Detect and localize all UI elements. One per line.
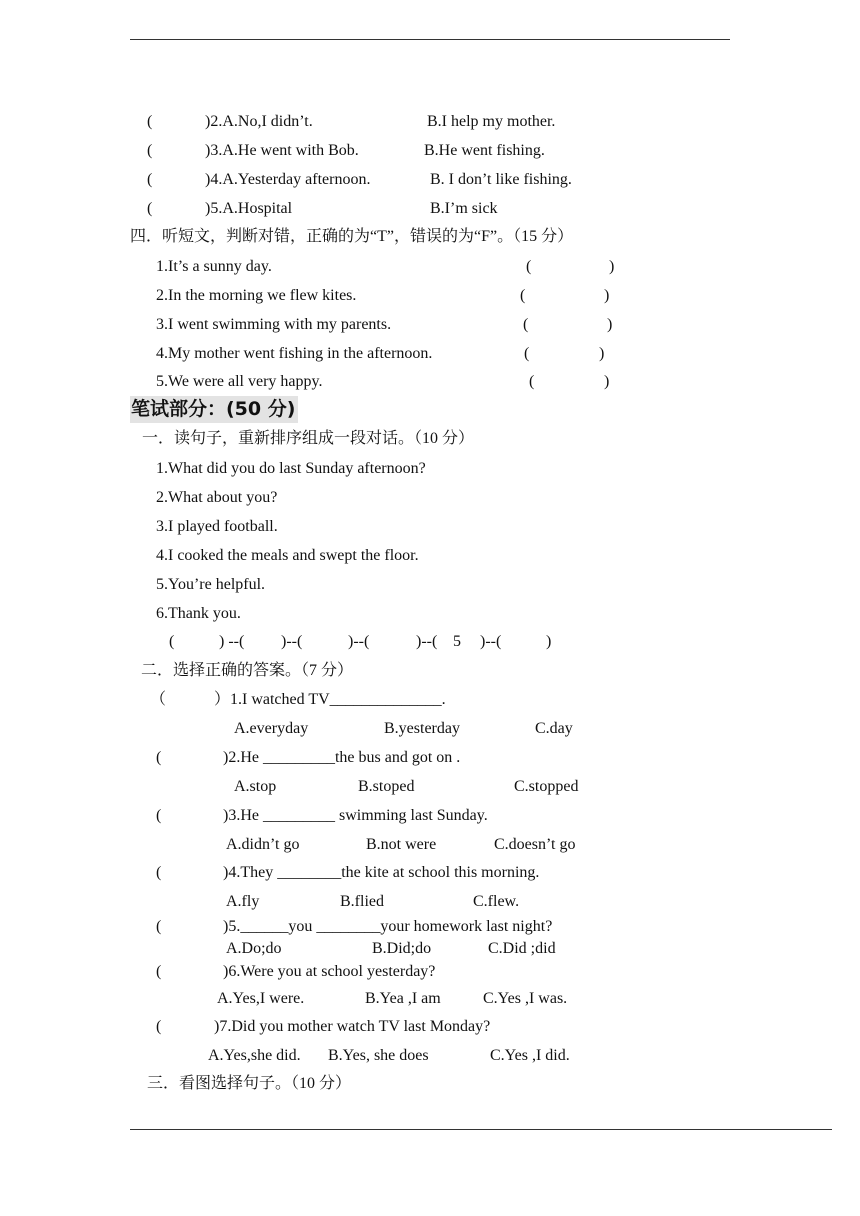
order-paren: )--( — [480, 633, 502, 650]
mc-option-c: C.doesn’t go — [494, 836, 576, 853]
question-option-a: )2.A.No,I didn’t. — [205, 113, 313, 130]
mc-stem: ）1.I watched TV______________. — [214, 691, 446, 708]
tf-close-paren: ) — [604, 287, 610, 304]
tf-close-paren: ) — [599, 345, 605, 362]
mc-option-a: A.Yes,she did. — [208, 1047, 301, 1064]
order-paren: ) --( — [219, 633, 245, 650]
mc-open-paren: ( — [156, 807, 162, 824]
tf-open-paren: ( — [520, 287, 526, 304]
mc-stem: )7.Did you mother watch TV last Monday? — [214, 1018, 491, 1035]
mc-option-a: A.fly — [226, 893, 260, 910]
dialogue-sentence-4: 4.I cooked the meals and swept the floor. — [156, 547, 419, 564]
mc-option-b: B.flied — [340, 893, 384, 910]
dialogue-sentence-5: 5.You’re helpful. — [156, 576, 266, 593]
question-option-a: )5.A.Hospital — [205, 200, 293, 217]
question-option-b: B.He went fishing. — [424, 142, 545, 159]
answer-paren: ( — [147, 142, 153, 159]
mc-option-a: A.Yes,I were. — [217, 990, 305, 1007]
part-2-title: 二．选择正确的答案。（7 分） — [141, 662, 354, 679]
mc-option-c: C.Yes ,I did. — [490, 1047, 570, 1064]
mc-open-paren: （ — [150, 691, 167, 708]
order-paren: ) — [546, 633, 552, 650]
mc-option-b: B.Yea ,I am — [365, 990, 441, 1007]
tf-statement: 5.We were all very happy. — [156, 373, 323, 390]
dialogue-sentence-6: 6.Thank you. — [156, 605, 241, 622]
mc-option-c: C.day — [535, 720, 573, 737]
mc-stem: )6.Were you at school yesterday? — [223, 963, 436, 980]
mc-option-c: C.Yes ,I was. — [483, 990, 568, 1007]
mc-open-paren: ( — [156, 963, 162, 980]
mc-option-b: B.not were — [366, 836, 437, 853]
dialogue-sentence-2: 2.What about you? — [156, 489, 278, 506]
order-paren: )--( — [348, 633, 370, 650]
answer-paren: ( — [147, 171, 153, 188]
tf-open-paren: ( — [523, 316, 529, 333]
mc-option-a: A.Do;do — [226, 940, 282, 957]
tf-open-paren: ( — [524, 345, 530, 362]
tf-statement: 3.I went swimming with my parents. — [156, 316, 392, 333]
mc-option-c: C.Did ;did — [488, 940, 556, 957]
order-paren: ( — [169, 633, 175, 650]
tf-open-paren: ( — [526, 258, 532, 275]
tf-close-paren: ) — [604, 373, 610, 390]
mc-option-c: C.flew. — [473, 893, 520, 910]
question-option-a: )4.A.Yesterday afternoon. — [205, 171, 371, 188]
answer-paren: ( — [147, 200, 153, 217]
mc-open-paren: ( — [156, 864, 162, 881]
tf-close-paren: ) — [609, 258, 615, 275]
mc-option-b: B.Yes, she does — [328, 1047, 429, 1064]
part-1-title: 一．读句子，重新排序组成一段对话。（10 分） — [142, 430, 475, 447]
order-paren: )--( — [416, 633, 438, 650]
tf-open-paren: ( — [529, 373, 535, 390]
mc-open-paren: ( — [156, 749, 162, 766]
section-4-title: 四．听短文，判断对错，正确的为“T”，错误的为“F”。（15 分） — [130, 228, 574, 245]
written-section-heading: 笔试部分：(50 分) — [130, 396, 298, 423]
mc-option-a: A.didn’t go — [226, 836, 300, 853]
answer-paren: ( — [147, 113, 153, 130]
mc-stem: )2.He _________the bus and got on . — [223, 749, 461, 766]
question-option-b: B.I help my mother. — [427, 113, 556, 130]
mc-stem: )3.He _________ swimming last Sunday. — [223, 807, 488, 824]
mc-option-c: C.stopped — [514, 778, 579, 795]
mc-option-b: B.Did;do — [372, 940, 432, 957]
question-option-b: B. I don’t like fishing. — [430, 171, 572, 188]
header-rule — [130, 39, 730, 40]
question-option-a: )3.A.He went with Bob. — [205, 142, 359, 159]
tf-statement: 4.My mother went fishing in the afternoon. — [156, 345, 433, 362]
dialogue-sentence-3: 3.I played football. — [156, 518, 278, 535]
mc-option-b: B.yesterday — [384, 720, 460, 737]
mc-option-b: B.stoped — [358, 778, 415, 795]
tf-close-paren: ) — [607, 316, 613, 333]
mc-stem: )4.They ________the kite at school this morning. — [223, 864, 540, 881]
tf-statement: 1.It’s a sunny day. — [156, 258, 272, 275]
order-paren: )--( — [281, 633, 303, 650]
mc-open-paren: ( — [156, 918, 162, 935]
mc-option-a: A.everyday — [234, 720, 309, 737]
order-given-answer: 5 — [453, 633, 461, 650]
dialogue-sentence-1: 1.What did you do last Sunday afternoon? — [156, 460, 426, 477]
mc-stem: )5.______you ________your homework last night? — [223, 918, 553, 935]
mc-option-a: A.stop — [234, 778, 277, 795]
part-3-title: 三．看图选择句子。（10 分） — [147, 1075, 352, 1092]
footer-rule — [130, 1129, 832, 1130]
tf-statement: 2.In the morning we flew kites. — [156, 287, 357, 304]
mc-open-paren: ( — [156, 1018, 162, 1035]
question-option-b: B.I’m sick — [430, 200, 498, 217]
